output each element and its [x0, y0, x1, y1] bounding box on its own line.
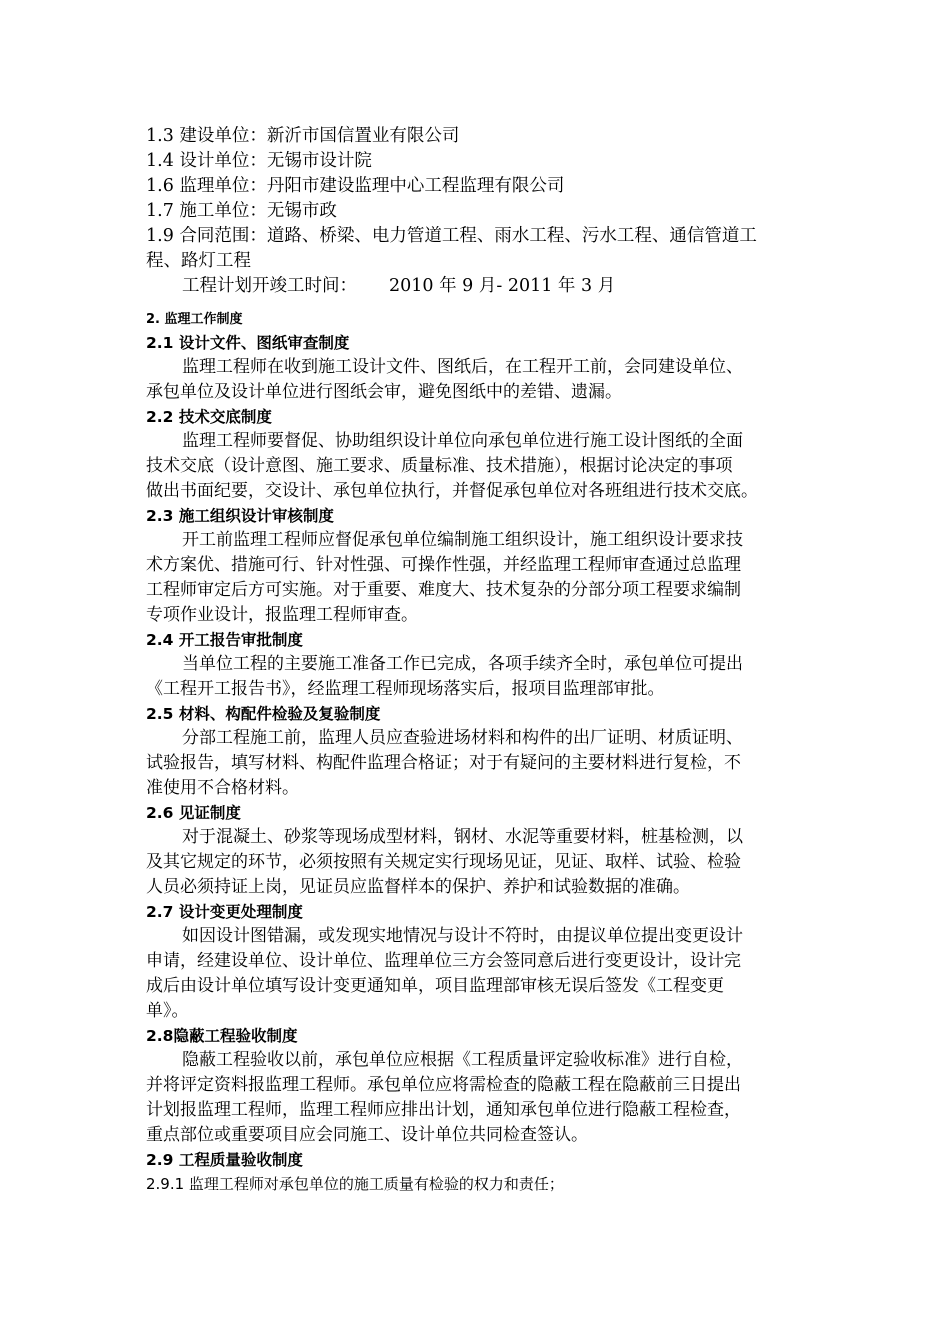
- paragraph-line: 准使用不合格材料。: [146, 778, 299, 798]
- paragraph-line: 人员必须持证上岗，见证员应监督样本的保护、养护和试验数据的准确。: [146, 877, 690, 897]
- section-2-7: [146, 900, 810, 1024]
- section-heading: 2.9 工程质量验收制度: [146, 1151, 303, 1169]
- info-line: 1.7 施工单位：无锡市政: [146, 201, 337, 221]
- section-heading: 2.2 技术交底制度: [146, 408, 272, 426]
- paragraph-line: 重点部位或重要项目应会同施工、设计单位共同检查签认。: [146, 1125, 588, 1145]
- info-line: 1.6 监理单位：丹阳市建设监理中心工程监理有限公司: [146, 176, 565, 196]
- paragraph-line: 隐蔽工程验收以前，承包单位应根据《工程质量评定验收标准》进行自检，: [182, 1050, 743, 1070]
- paragraph-line: 申请，经建设单位、设计单位、监理单位三方会签同意后进行变更设计，设计完: [146, 951, 741, 971]
- schedule-value: 2010 年 9 月- 2011 年 3 月: [389, 276, 616, 296]
- section-2-4: [146, 628, 810, 702]
- project-info: [146, 124, 810, 299]
- section-heading: 2.4 开工报告审批制度: [146, 631, 303, 649]
- section-title: 2. 监理工作制度: [146, 312, 243, 327]
- paragraph-line: 并将评定资料报监理工程师。承包单位应将需检查的隐蔽工程在隐蔽前三日提出: [146, 1075, 741, 1095]
- paragraph-line: 开工前监理工程师应督促承包单位编制施工组织设计，施工组织设计要求技: [182, 530, 743, 550]
- paragraph-line: 单》。: [146, 1001, 189, 1021]
- info-line: 1.4 设计单位：无锡市设计院: [146, 151, 372, 171]
- subsection-line: 2.9.1 监理工程师对承包单位的施工质量有检验的权力和责任；: [146, 1175, 564, 1193]
- paragraph-line: 监理工程师在收到施工设计文件、图纸后，在工程开工前，会同建设单位、: [182, 357, 743, 377]
- section-2-6: [146, 801, 810, 900]
- section-heading: 2.5 材料、构配件检验及复验制度: [146, 705, 381, 723]
- info-line: 程、路灯工程: [146, 251, 251, 271]
- paragraph-line: 做出书面纪要，交设计、承包单位执行，并督促承包单位对各班组进行技术交底。: [146, 481, 758, 501]
- section-2-1: [146, 331, 810, 405]
- paragraph-line: 《工程开工报告书》，经监理工程师现场落实后，报项目监理部审批。: [146, 679, 665, 699]
- paragraph-line: 承包单位及设计单位进行图纸会审，避免图纸中的差错、遗漏。: [146, 382, 622, 402]
- paragraph-line: 当单位工程的主要施工准备工作已完成，各项手续齐全时，承包单位可提出: [182, 654, 743, 674]
- info-line: 1.3 建设单位：新沂市国信置业有限公司: [146, 126, 460, 146]
- paragraph-line: 成后由设计单位填写设计变更通知单，项目监理部审核无误后签发《工程变更: [146, 976, 724, 996]
- schedule-line: [146, 274, 810, 299]
- paragraph-line: 及其它规定的环节，必须按照有关规定实行现场见证，见证、取样、试验、检验: [146, 852, 741, 872]
- section-2-8: [146, 1024, 810, 1148]
- paragraph-line: 分部工程施工前，监理人员应查验进场材料和构件的出厂证明、材质证明、: [182, 728, 743, 748]
- section-heading: 2.1 设计文件、图纸审查制度: [146, 334, 350, 352]
- section-heading: 2.8隐蔽工程验收制度: [146, 1027, 298, 1045]
- section-2-9: [146, 1148, 810, 1196]
- section-heading: 2.3 施工组织设计审核制度: [146, 507, 334, 525]
- paragraph-line: 计划报监理工程师，监理工程师应排出计划，通知承包单位进行隐蔽工程检查，: [146, 1100, 741, 1120]
- section-2-2: [146, 405, 810, 504]
- info-line: 1.9 合同范围：道路、桥梁、电力管道工程、雨水工程、污水工程、通信管道工: [146, 226, 757, 246]
- section-heading: 2.6 见证制度: [146, 804, 241, 822]
- section-2-3: [146, 504, 810, 628]
- document-body: [146, 124, 810, 1196]
- paragraph-line: 对于混凝土、砂浆等现场成型材料，钢材、水泥等重要材料，桩基检测，以: [182, 827, 743, 847]
- section-heading: 2.7 设计变更处理制度: [146, 903, 303, 921]
- paragraph-line: 试验报告，填写材料、构配件监理合格证；对于有疑问的主要材料进行复检，不: [146, 753, 741, 773]
- paragraph-line: 监理工程师要督促、协助组织设计单位向承包单位进行施工设计图纸的全面: [182, 431, 743, 451]
- paragraph-line: 技术交底（设计意图、施工要求、质量标准、技术措施），根据讨论决定的事项: [146, 456, 733, 476]
- schedule-label: 工程计划开竣工时间：: [182, 276, 357, 296]
- paragraph-line: 如因设计图错漏，或发现实地情况与设计不符时，由提议单位提出变更设计: [182, 926, 743, 946]
- paragraph-line: 专项作业设计，报监理工程师审查。: [146, 605, 418, 625]
- paragraph-line: 工程师审定后方可实施。对于重要、难度大、技术复杂的分部分项工程要求编制: [146, 580, 741, 600]
- section-2-5: [146, 702, 810, 801]
- paragraph-line: 术方案优、措施可行、针对性强、可操作性强，并经监理工程师审查通过总监理: [146, 555, 741, 575]
